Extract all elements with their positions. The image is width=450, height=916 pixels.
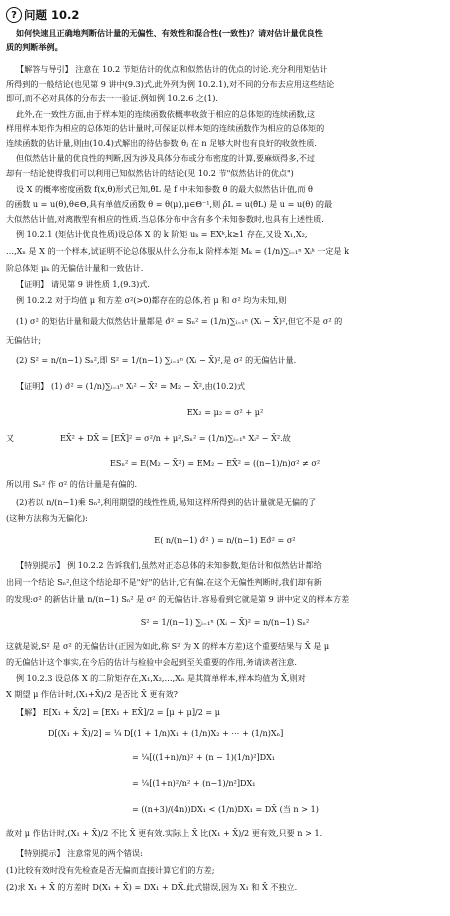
answer-line-4: 此外,在一致性方面,由于样本矩的连续函数依概率收敛于相应的总体矩的连续函数,这 (16, 109, 316, 119)
example-2-formula-3: ESₙ² = E(M₂ − X̄²) = EM₂ − EX̄² = ((n−1)/n)σ² ≠ σ² (110, 458, 321, 468)
answer-line-3: 即可,而不必对具体的分布去一一验证.例如例 10.2.6 之(1). (6, 93, 218, 103)
example-3-solution-1: 【解】 E[X₁ + X̄/2] = [EX₁ + EX̄]/2 = [μ + μ]/2 = μ (16, 707, 221, 717)
tip-2-line-2: (1)比较有效时没有先检查是否无偏而直接计算它们的方差; (6, 865, 215, 875)
answer-line-11: 大似然估计值,对离散型有相应的性质.当总体分布中含有多个未知参数时,也具有上述性质. (6, 214, 324, 224)
tip-1-formula: S² = 1/(n−1) ∑ᵢ₌₁ⁿ (Xᵢ − X̄)² = n/(n−1) Sₙ² (140, 617, 310, 627)
answer-line-7: 但似然估计量的优良性的判断,因为涉及具体分布或分布密度的计算,要麻烦得多,不过 (16, 153, 316, 163)
answer-line-6: 连续函数的估计量,则由(10.4)式解出的待估参数 θⱼ 在 n 足够大时也有良好的收敛性质. (6, 138, 317, 148)
question-mark-icon: ? (6, 7, 22, 23)
example-3-conclusion: 故对 μ 作估计时,(X₁ + X̄)/2 不比 X̄ 更有效.实际上 X̄ 比(X₁ + X̄)/2 更有效,只要 n > 1. (6, 828, 323, 838)
example-3-line-1: 例 10.2.3 设总体 X 的二阶矩存在,X₁,X₂,…,Xₙ 是其简单样本,样本均值为 X̄,则对 (16, 673, 306, 683)
example-1-line-2: …,Xₙ 是 X 的一个样本,试证明不论总体服从什么分布,k 阶样本矩 Mₖ = (1/n)∑ᵢ₌₁ⁿ Xᵢᵏ 一定是 k (6, 246, 350, 256)
example-2-you: 又 (6, 433, 15, 443)
question-line-1: 如何快速且正确地判断估计量的无偏性、有效性和混合性(一致性)？请对估计量优良性 (16, 28, 323, 38)
example-2-formula-2: EX̄² + DX̄ = [EX̄]² = σ²/n + μ²,Sₙ² = (1/n)∑ᵢ₌₁ⁿ Xᵢ² − X̄².故 (60, 433, 291, 443)
example-2-line-3: 无偏估计; (6, 335, 42, 345)
example-3-line-2: X 期望 μ 作估计时,(X₁+X̄)/2 是否比 X̄ 更有效? (6, 689, 179, 699)
example-2-line-4: (2) S² = n/(n−1) Sₙ²,即 S² = 1/(n−1) ∑ᵢ₌₁ⁿ (Xᵢ − X̄)²,是 σ² 的无偏估计量. (16, 355, 297, 365)
tip-2-line-3: (2)求 X₁ + X̄ 的方差时 D(X₁ + X̄) = DX₁ + DX̄.此式错误,因为 X₁ 和 X̄ 不独立. (6, 882, 298, 892)
example-3-solution-5: = ((n+3)/(4n))DX₁ < (1/n)DX₁ = DX̄ (当 n > 1) (132, 804, 319, 814)
example-3-solution-2: D[(X₁ + X̄)/2] = ¼ D[(1 + 1/n)X₁ + (1/n)X₂ + ⋯ + (1/n)Xₙ] (48, 728, 284, 738)
example-3-solution-3: = ¼[((1+n)/n)² + (n − 1)(1/n)²]DX₁ (132, 752, 276, 762)
tip-1-line-2: 出同一个结论 Sₙ²,但这个结论却不是"好"的估计,它有偏.在这个无偏性判断时,我们却有新 (6, 577, 322, 587)
answer-line-8: 却有一结论使得我们可以利用已知似然估计的结论(见 10.2 节"似然估计的优点") (6, 168, 294, 178)
example-1-line-1: 例 10.2.1 (矩估计优良性质)设总体 X 的 k 阶矩 uₖ = EXᵏ,k≥1 存在,又设 X₁,X₂, (16, 229, 308, 239)
question-header (6, 6, 79, 24)
example-2-line-2b: (2)若以 n/(n−1)乘 Sₙ²,利用期望的线性性质,易知这样所得到的估计量就是无偏的了 (16, 497, 317, 507)
answer-line-9: 设 X 的概率密度函数 f(x,θ)形式已知,θ̂L 是 f 中未知参数 θ 的最大似然估计值,而 θ (16, 184, 313, 194)
answer-line-1: 【解答与导引】 注意在 10.2 节矩估计的优点和似然估计的优点的讨论.充分利用矩估计 (16, 64, 328, 74)
answer-line-5: 样用样本矩作为相应的总体矩的估计量时,可保证以样本矩的连续函数作为相应的总体矩的 (6, 123, 325, 133)
example-2-unbiasing: (这种方法称为无偏化): (6, 513, 88, 523)
tip-1-line-5: 的无偏估计这个事实,在今后的估计与检验中会起到至关重要的作用,务请读者注意. (6, 657, 298, 667)
question-line-2: 质的判断举例。 (6, 42, 63, 52)
tip-1-line-3: 的发现:σ² 的新估计量 n/(n−1) Sₙ² 是 σ² 的无偏估计.容易看到它就是第 9 讲中定义的样本方差 (6, 594, 350, 604)
tip-2-line-1: 【特别提示】 注意常见的两个错误: (16, 848, 143, 858)
tip-1-line-4: 这就是说,S² 是 σ² 的无偏估计(正因为如此,称 S² 为 X 的样本方差)这个重要结果与 X̄ 是 μ (6, 641, 330, 651)
example-2-line-2: (1) σ² 的矩估计量和最大似然估计量都是 σ̂² = Sₙ² = (1/n)∑ᵢ₌₁ⁿ (Xᵢ − X̄)²,但它不是 σ² 的 (16, 316, 343, 326)
example-3-solution-4: = ¼[(1+n)²/n² + (n−1)/n²]DX₁ (132, 778, 256, 788)
answer-line-2: 所得到的一般结论(也见第 9 讲中(9.3)式,此外列为例 10.2.1),对不同的分布去应用这些结论 (6, 79, 335, 89)
tip-1-line-1: 【特别提示】 例 10.2.2 告诉我们,虽然对正态总体的未知参数,矩估计和似然估计都给 (16, 560, 322, 570)
example-1-proof: 【证明】 请见第 9 讲性质 1,(9.3)式. (16, 279, 150, 289)
example-1-line-3: 阶总体矩 μₖ 的无偏估计量和一致估计. (6, 263, 144, 273)
question-title: 问题 10.2 (24, 8, 80, 22)
example-2-line-biased: 所以用 Sₙ² 作 σ² 的估计量是有偏的. (6, 479, 138, 489)
example-2-formula-1: EX₂ = μ₂ = σ² + μ² (186, 407, 264, 417)
example-2-formula-4: E( n/(n−1) σ̂² ) = n/(n−1) Eσ̂² = σ² (154, 535, 296, 545)
answer-line-10: 的函数 u = u(θ),θ∈Θ,具有单值反函数 θ = θ(μ),μ∈Θ⁻¹,则 ρ̂L = u(θ̂L) 是 u = u(θ) 的最 (6, 199, 333, 209)
example-2-proof-1: 【证明】 (1) σ̂² = (1/n)∑ᵢ₌₁ⁿ Xᵢ² − X̄² = M₂ − X̄²,由(10.2)式 (16, 381, 246, 391)
example-2-line-1: 例 10.2.2 对于均值 μ 和方差 σ²(>0)都存在的总体,若 μ 和 σ² 均为未知,则 (16, 295, 287, 305)
